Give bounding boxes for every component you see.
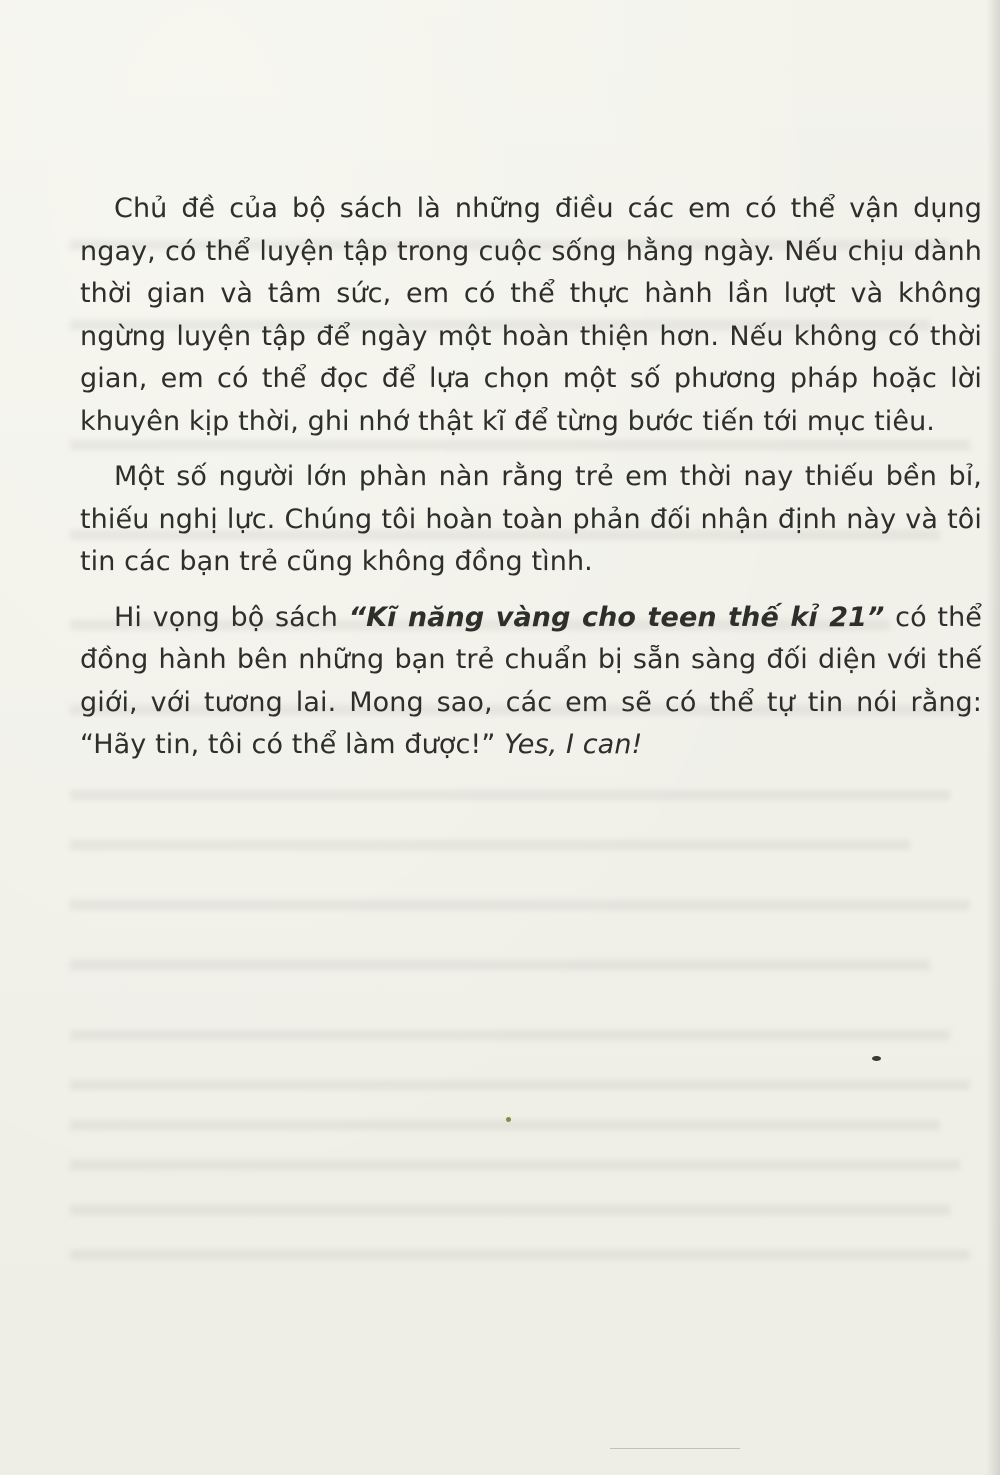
bleed-footer-mark [610, 1448, 740, 1463]
paragraph-3-lead: Hi vọng bộ sách [114, 601, 349, 633]
page-edge-shadow [986, 0, 1000, 1475]
ink-dot [506, 1117, 511, 1122]
ink-speck [872, 1056, 881, 1061]
paragraph-2: Một số người lớn phàn nàn rằng trẻ em thời nay thiếu bền bỉ, thiếu nghị lực. Chúng tôi hoàn toàn phản đối nhận định này và tôi tin các bạn trẻ cũng không đồng tình. [80, 461, 982, 577]
book-series-title: “Kĩ năng vàng cho teen thế kỉ 21” [348, 601, 885, 633]
paragraph-3-body: có thể đồng hành bên những bạn trẻ chuẩn bị sẵn sàng đối diện với thế giới, với tương lai. Mong sao, các em sẽ có thể tự tin nói rằng: “Hãy tin, tôi có thể làm được!” [80, 601, 982, 760]
paragraph-1: Chủ đề của bộ sách là những điều các em có thể vận dụng ngay, có thể luyện tập trong cuộc sống hằng ngày. Nếu chịu dành thời gian và tâm sức, em có thể thực hành lần lượt và không ngừng luyện tập để ngày một hoàn thiện hơn. Nếu không có thời gian, em có thể đọc để lựa chọn một số phương pháp hoặc lời khuyên kịp thời, ghi nhớ thật kĩ để từng bước tiến tới mục tiêu. [80, 193, 982, 437]
paragraph-3 [80, 597, 982, 767]
body-text [80, 188, 982, 780]
closing-phrase: Yes, I can! [504, 729, 643, 760]
